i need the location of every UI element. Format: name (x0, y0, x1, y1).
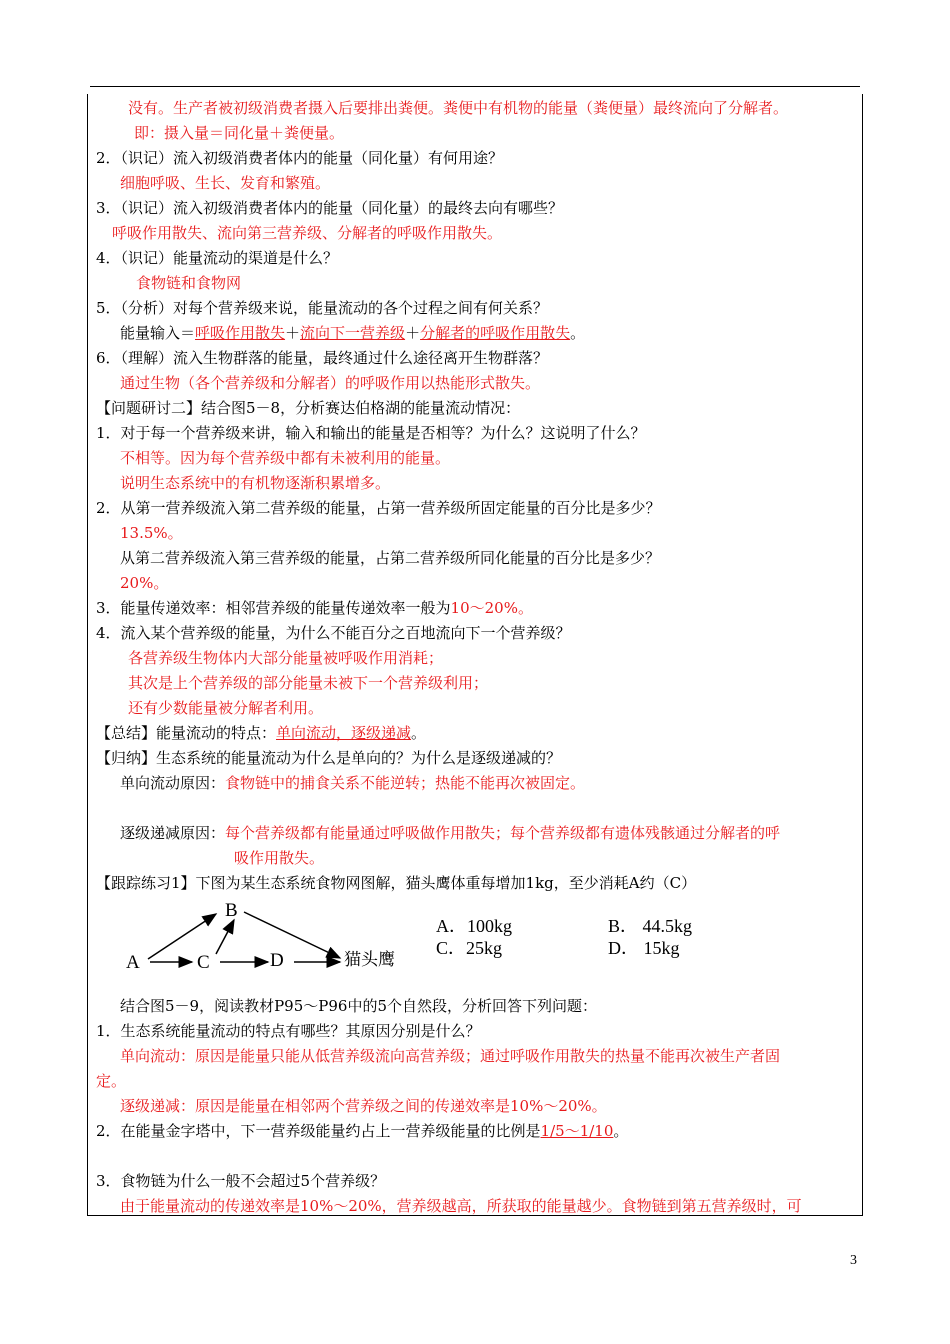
question-line: 2．（识记）流入初级消费者体内的能量（同化量）有何用途？ (96, 149, 504, 167)
answer-line: 通过生物（各个营养级和分解者）的呼吸作用以热能形式散失。 (120, 374, 541, 392)
option-d: D． 15kg (608, 938, 680, 958)
answer-line: 逐级递减：原因是能量在相邻两个营养级之间的传递效率是10%～20%。 (120, 1097, 607, 1115)
question-line: 4．（识记）能量流动的渠道是什么？ (96, 249, 339, 267)
summary-answer: 单向流动，逐级递减 (276, 724, 412, 742)
question-line (96, 1121, 628, 1141)
question-line: 4．流入某个营养级的能量，为什么不能百分之百地流向下一个营养级？ (96, 624, 571, 642)
answer-line: 说明生态系统中的有机物逐渐积累增多。 (120, 474, 391, 492)
question-line: 5．（分析）对每个营养级来说，能量流动的各个过程之间有何关系？ (96, 299, 549, 317)
content-frame (87, 94, 863, 1216)
option-b: B． 44.5kg (608, 916, 693, 936)
exercise-heading: 【跟踪练习1】下图为某生态系统食物网图解，猫头鹰体重每增加1kg，至少消耗A约（C） (96, 874, 697, 892)
text-line: 没有。生产者被初级消费者摄入后要排出粪便。粪便中有机物的能量（粪便量）最终流向了分解者。 (128, 99, 789, 117)
instruction-line: 结合图5－9，阅读教材P95～P96中的5个自然段，分析回答下列问题： (120, 997, 597, 1015)
answer-line: 呼吸作用散失、流向第三营养级、分解者的呼吸作用散失。 (112, 224, 503, 242)
reason-text: 每个营养级都有能量通过呼吸做作用散失；每个营养级都有遗体残骸通过分解者的呼 (225, 824, 781, 842)
equation-plus: ＋ (285, 324, 301, 342)
question-line: 2．从第一营养级流入第二营养级的能量，占第一营养级所固定能量的百分比是多少？ (96, 499, 661, 517)
reason-line (120, 823, 780, 843)
node-d: D (270, 950, 284, 971)
arrow-c-b (216, 920, 234, 954)
question-text: 2．在能量金字塔中，下一营养级能量约占上一营养级能量的比例是 (96, 1122, 541, 1140)
question-line: 1．生态系统能量流动的特点有哪些？其原因分别是什么？ (96, 1022, 481, 1040)
answer-line: 单向流动：原因是能量只能从低营养级流向高营养级；通过呼吸作用散失的热量不能再次被生产者固 (120, 1047, 781, 1065)
option-a: A．100kg (436, 916, 512, 936)
answer-line: 由于能量流动的传递效率是10%～20%，营养级越高，所获取的能量越少。食物链到第五营养级时，可 (120, 1197, 802, 1215)
question-line: 3．食物链为什么一般不会超过5个营养级？ (96, 1172, 386, 1190)
reason-label: 单向流动原因： (120, 774, 226, 792)
answer-line: 食物链和食物网 (136, 274, 242, 292)
answer-line: 不相等。因为每个营养级中都有未被利用的能量。 (120, 449, 451, 467)
node-b: B (225, 900, 238, 921)
summary-end: 。 (411, 724, 427, 742)
answer-text: 10～20%。 (450, 599, 533, 617)
answer-line: 各营养级生物体内大部分能量被呼吸作用消耗； (128, 649, 444, 667)
question-line: 【归纳】生态系统的能量流动为什么是单向的？为什么是逐级递减的？ (96, 749, 562, 767)
equation-plus: ＋ (405, 324, 421, 342)
equation-term: 呼吸作用散失 (195, 324, 286, 342)
page-number: 3 (850, 1253, 857, 1268)
answer-continuation: 定。 (96, 1072, 127, 1090)
equation-prefix: 能量输入＝ (120, 324, 196, 342)
text-line: 即：摄入量＝同化量＋粪便量。 (134, 124, 345, 142)
answer-line: 细胞呼吸、生长、发育和繁殖。 (120, 174, 331, 192)
answer-line: 13.5%。 (120, 524, 183, 542)
question-line: 1．对于每一个营养级来讲，输入和输出的能量是否相等？为什么？这说明了什么？ (96, 424, 646, 442)
equation-term: 分解者的呼吸作用散失 (420, 324, 571, 342)
header-rule (90, 86, 860, 87)
answer-text: 1/5～1/10 (540, 1122, 614, 1140)
reason-continuation: 吸作用散失。 (234, 849, 325, 867)
node-a: A (126, 952, 140, 973)
reason-label: 逐级递减原因： (120, 824, 226, 842)
question-text: 3．能量传递效率：相邻营养级的能量传递效率一般为 (96, 599, 451, 617)
option-c: C．25kg (436, 938, 503, 958)
summary-line (96, 723, 426, 743)
question-line: 6．（理解）流入生物群落的能量，最终通过什么途径离开生物群落？ (96, 349, 549, 367)
reason-text: 食物链中的捕食关系不能逆转；热能不能再次被固定。 (225, 774, 586, 792)
node-c: C (197, 952, 210, 973)
question-line (96, 598, 533, 618)
reason-line (120, 773, 585, 793)
section-heading: 【问题研讨二】结合图5－8，分析赛达伯格湖的能量流动情况： (96, 399, 521, 417)
question-end: 。 (613, 1122, 629, 1140)
answer-line: 其次是上个营养级的部分能量未被下一个营养级利用； (128, 674, 489, 692)
answer-line: 20%。 (120, 574, 169, 592)
question-line: 从第二营养级流入第三营养级的能量，占第二营养级所同化能量的百分比是多少？ (120, 549, 661, 567)
equation-end: 。 (570, 324, 586, 342)
summary-label: 【总结】能量流动的特点： (96, 724, 277, 742)
node-owl: 猫头鹰 (344, 950, 395, 970)
question-line: 3．（识记）流入初级消费者体内的能量（同化量）的最终去向有哪些？ (96, 199, 564, 217)
answer-line: 还有少数能量被分解者利用。 (128, 699, 324, 717)
energy-equation (120, 323, 585, 343)
equation-term: 流向下一营养级 (300, 324, 406, 342)
arrow-b-owl (244, 912, 340, 958)
